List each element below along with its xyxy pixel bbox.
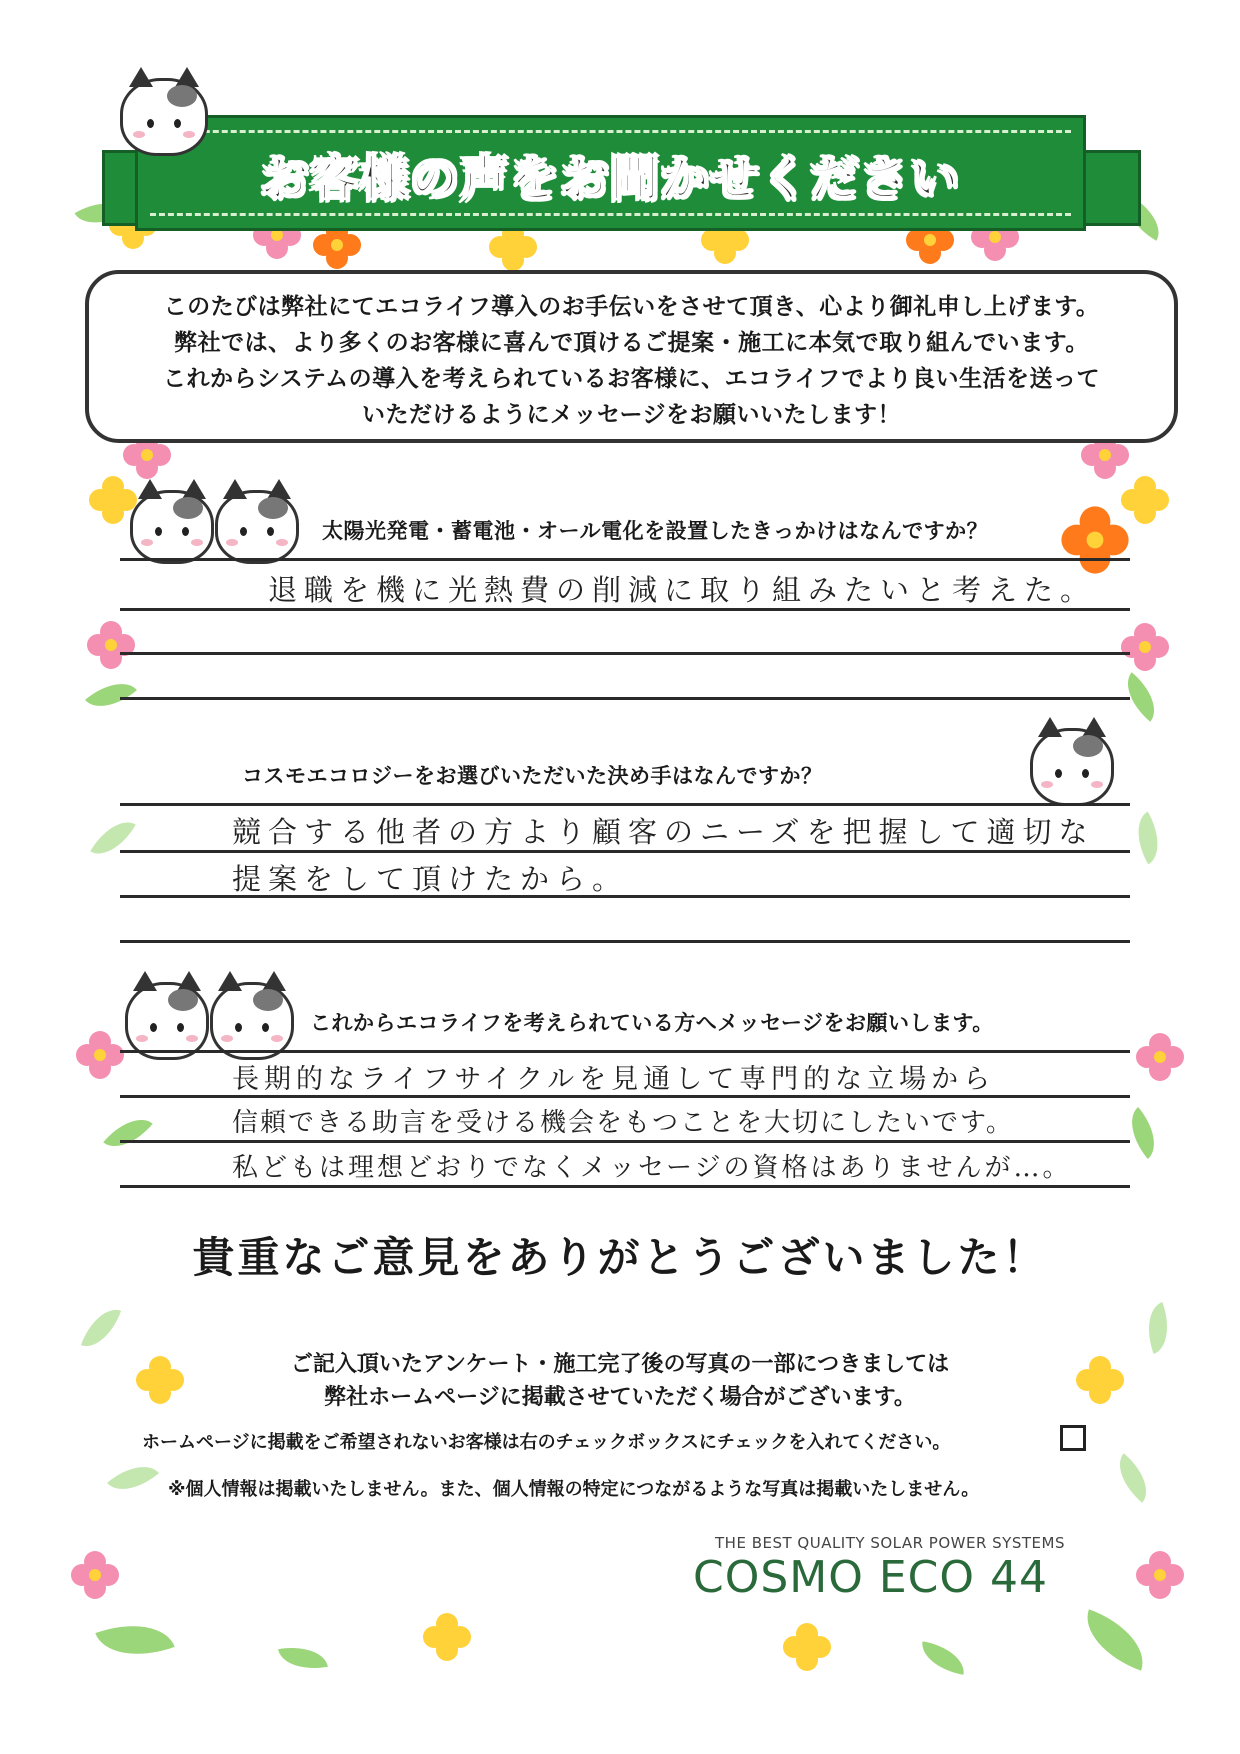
- answer-line: [120, 1050, 1130, 1053]
- flower-decoration: [1130, 485, 1160, 515]
- cat-mascot: [120, 78, 208, 156]
- answer-line: [120, 803, 1130, 806]
- flower-decoration: [132, 440, 162, 470]
- flower-decoration: [1074, 519, 1116, 561]
- answer-2-line-1: 競合する他者の方より顧客のニーズを把握して適切な: [232, 815, 1095, 849]
- leaf-decoration: [95, 1609, 174, 1671]
- flower-decoration: [1090, 440, 1120, 470]
- cat-mascot: [210, 982, 294, 1060]
- logo-tagline: THE BEST QUALITY SOLAR POWER SYSTEMS: [715, 1534, 1065, 1552]
- answer-line: [120, 940, 1130, 943]
- answer-line: [120, 850, 1130, 853]
- leaf-decoration: [85, 670, 137, 719]
- leaf-decoration: [1075, 1609, 1154, 1671]
- flower-decoration: [1130, 632, 1160, 662]
- answer-3-line-1: 長期的なライフサイクルを見通して専門的な立場から: [232, 1064, 996, 1095]
- flower-decoration: [498, 232, 528, 262]
- intro-line: 弊社では、より多くのお客様に喜んで頂けるご提案・施工に本気で取り組んでいます。: [174, 330, 1089, 356]
- answer-line: [120, 652, 1130, 655]
- privacy-note: ※個人情報は掲載いたしません。また、個人情報の特定につながるような写真は掲載いたしません。: [168, 1479, 980, 1500]
- answer-3-line-2: 信頼できる助言を受ける機会をもつことを大切にしたいです。: [232, 1108, 1014, 1138]
- title-banner: [135, 115, 1086, 231]
- leaf-decoration: [1118, 1107, 1167, 1159]
- leaf-decoration: [90, 812, 136, 865]
- leaf-decoration: [107, 1453, 159, 1502]
- page-title: お客様の声をお聞かせください: [260, 151, 961, 207]
- flower-decoration: [98, 485, 128, 515]
- thanks-heading: 貴重なご意見をありがとうございました！: [192, 1233, 1048, 1282]
- flower-decoration: [792, 1632, 822, 1662]
- answer-2-line-2: 提案をして頂けたから。: [232, 862, 629, 896]
- answer-line: [120, 697, 1130, 700]
- leaf-decoration: [1107, 1453, 1159, 1502]
- answer-line: [120, 558, 1130, 561]
- flower-decoration: [1145, 1042, 1175, 1072]
- question-2: コスモエコロジーをお選びいただいた決め手はなんですか？: [242, 764, 823, 788]
- leaf-decoration: [278, 1641, 328, 1675]
- intro-line: いただけるようにメッセージをお願いいたします！: [361, 402, 902, 428]
- answer-1-line-1: 退職を機に光熱費の削減に取り組みたいと考えた。: [268, 573, 1097, 607]
- leaf-decoration: [103, 1107, 152, 1159]
- checkbox-label: ホームページに掲載をご希望されないお客様は右のチェックボックスにチェックを入れてください。: [142, 1432, 951, 1453]
- flower-decoration: [80, 1560, 110, 1590]
- flower-decoration: [1145, 1560, 1175, 1590]
- leaf-decoration: [918, 1641, 968, 1675]
- question-1: 太陽光発電・蓄電池・オール電化を設置したきっかけはなんですか？: [322, 519, 989, 543]
- intro-line: これからシステムの導入を考えられているお客様に、エコライフでより良い生活を送って: [162, 366, 1100, 392]
- intro-line: このたびは弊社にてエコライフ導入のお手伝いをさせて頂き、心より御礼申し上げます。: [163, 294, 1100, 320]
- answer-line: [120, 608, 1130, 611]
- flower-decoration: [96, 630, 126, 660]
- question-3: これからエコライフを考えられている方へメッセージをお願いします。: [310, 1011, 994, 1035]
- cat-mascot: [125, 982, 209, 1060]
- flower-decoration: [322, 230, 352, 260]
- answer-3-line-3: 私どもは理想どおりでなくメッセージの資格はありませんが…。: [232, 1153, 1072, 1183]
- publication-note-line-1: ご記入頂いたアンケート・施工完了後の写真の一部につきましては: [290, 1352, 950, 1377]
- leaf-decoration: [1125, 812, 1171, 865]
- answer-line: [120, 1140, 1130, 1143]
- intro-message-box: [85, 270, 1178, 443]
- flower-decoration: [432, 1622, 462, 1652]
- cat-mascot: [215, 490, 299, 564]
- opt-out-checkbox[interactable]: [1060, 1425, 1086, 1451]
- answer-line: [120, 1095, 1130, 1098]
- company-logo: COSMO ECO 44: [693, 1552, 1048, 1603]
- answer-line: [120, 895, 1130, 898]
- flower-decoration: [85, 1040, 115, 1070]
- cat-mascot: [130, 490, 214, 564]
- cat-mascot: [1030, 728, 1114, 806]
- publication-note-line-2: 弊社ホームページに掲載させていただく場合がございます。: [324, 1385, 916, 1410]
- answer-line: [120, 1185, 1130, 1188]
